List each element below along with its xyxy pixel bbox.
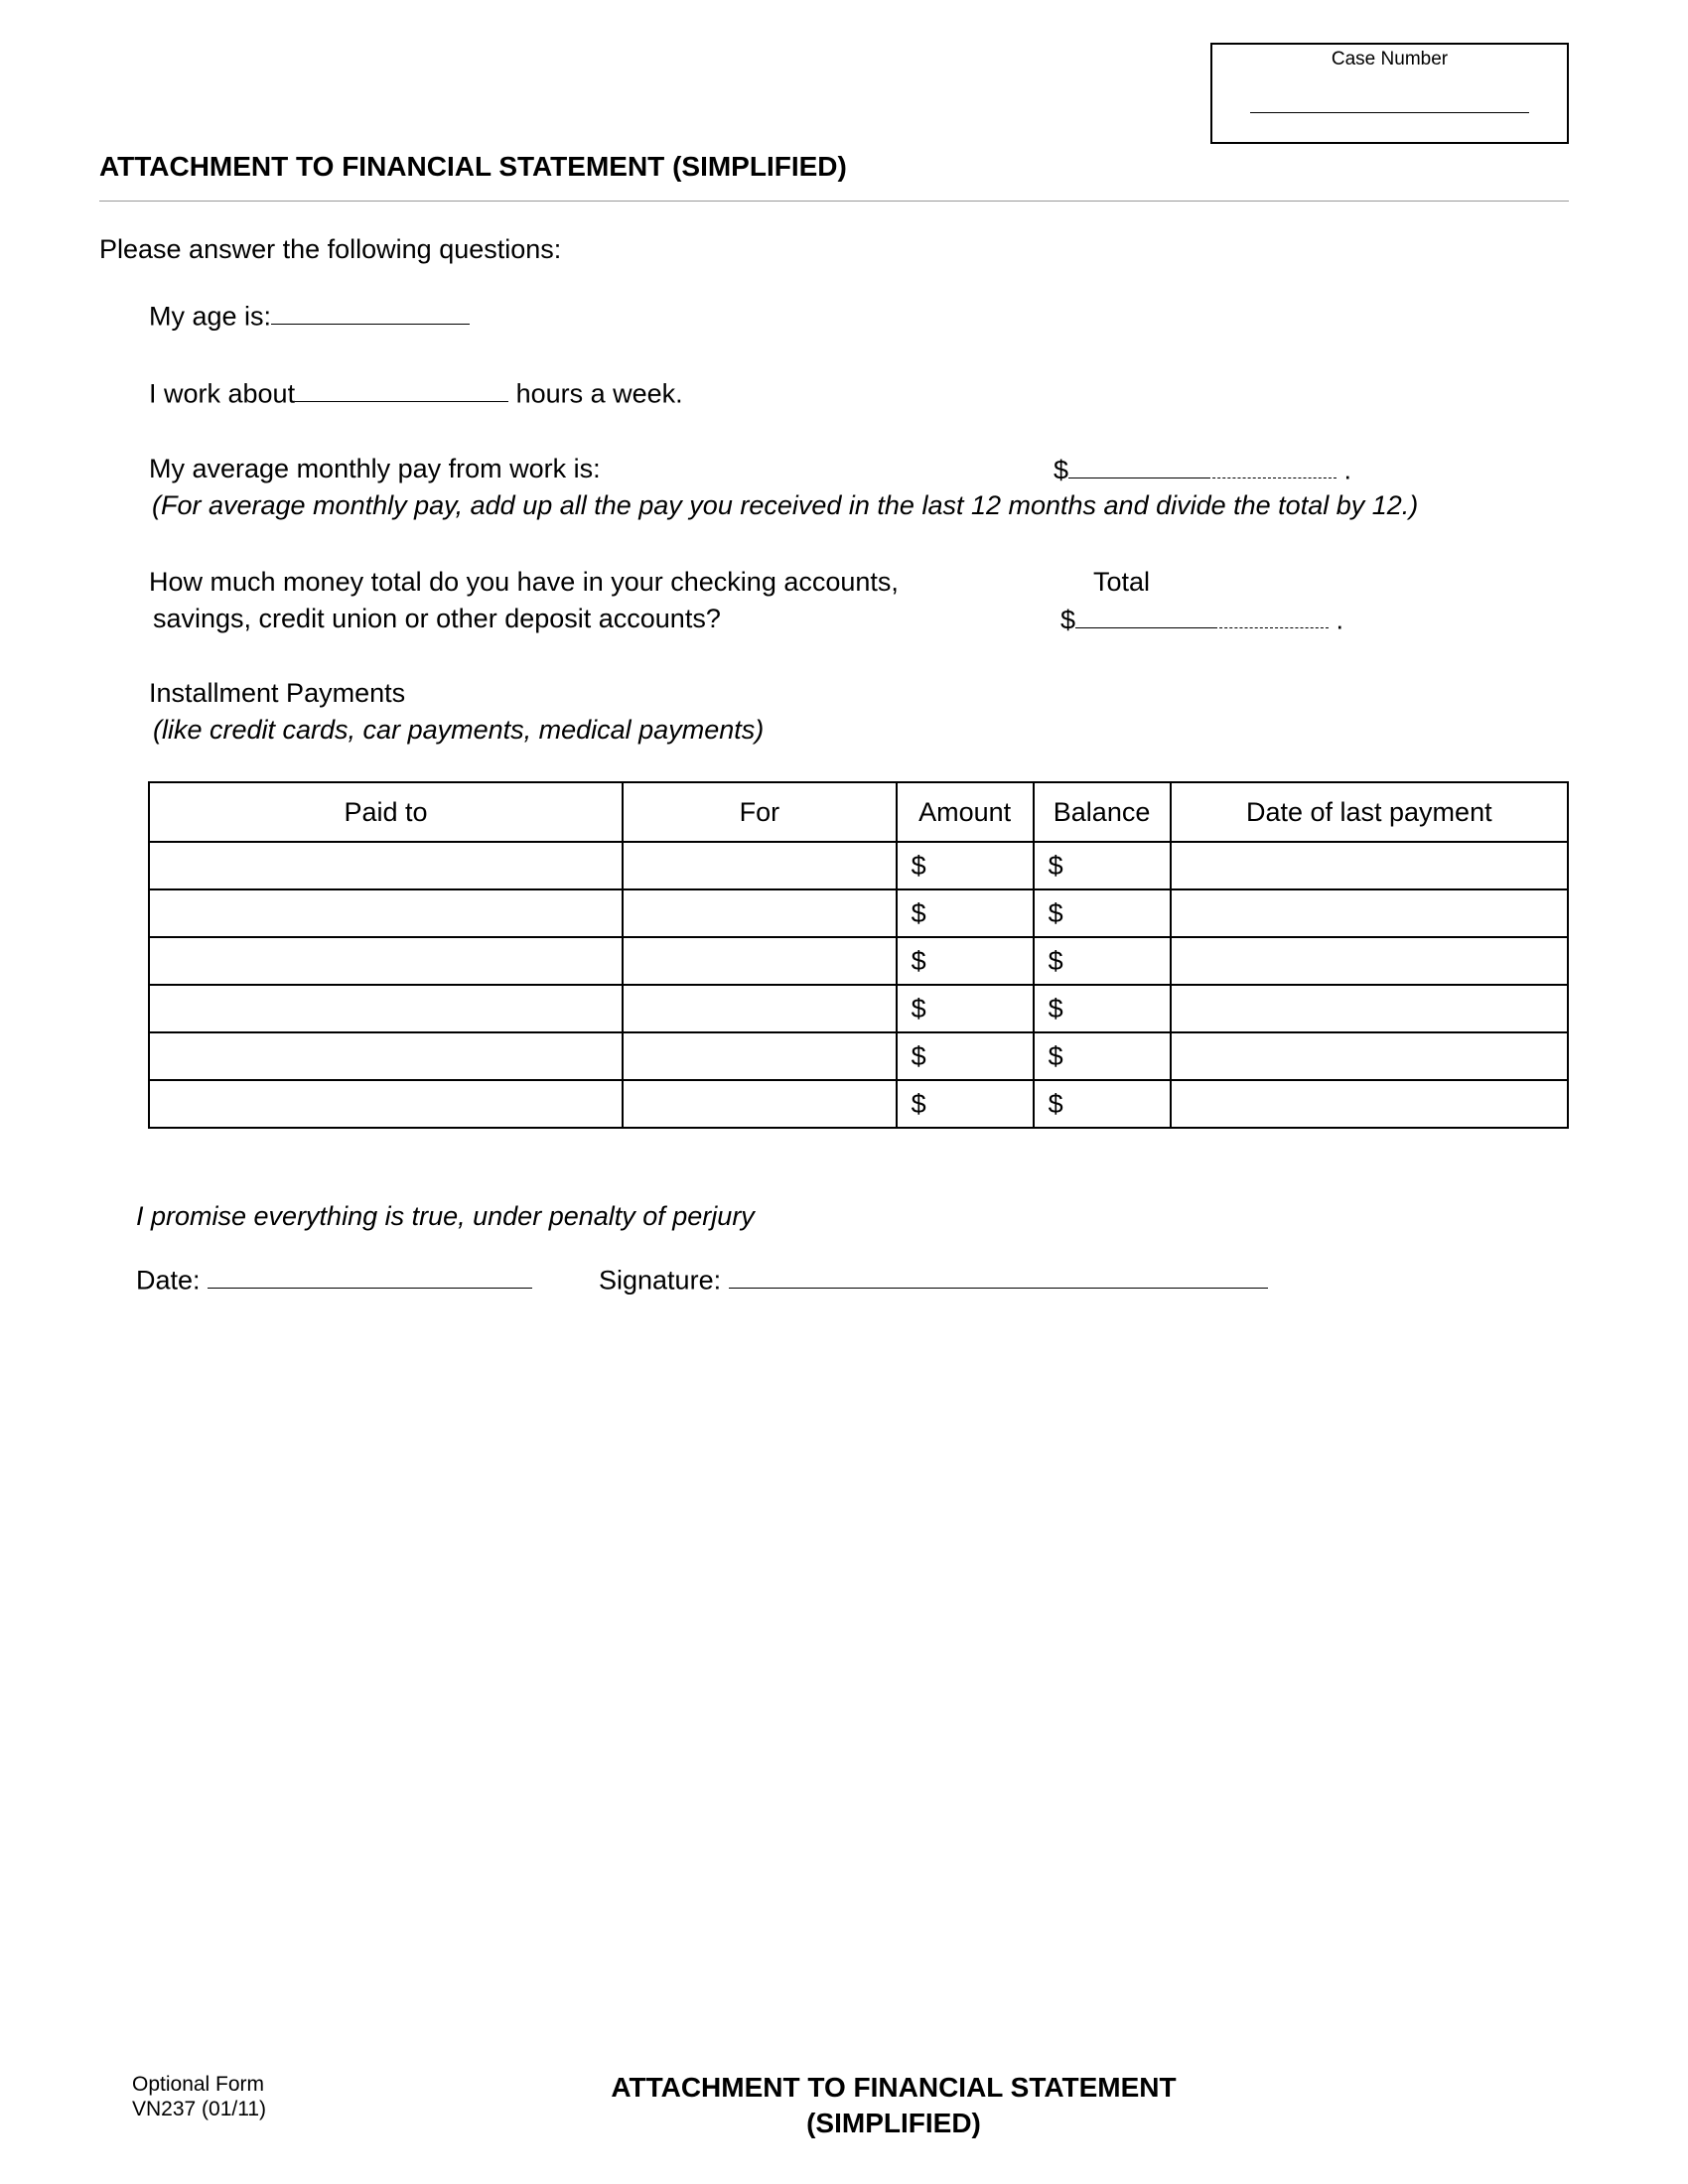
paid-to-cell[interactable] xyxy=(149,985,623,1032)
paid-to-cell[interactable] xyxy=(149,1032,623,1080)
hours-suffix: hours a week. xyxy=(515,378,683,409)
date-cell[interactable] xyxy=(1171,889,1568,937)
currency-symbol: $ xyxy=(1048,850,1063,881)
signature-row xyxy=(599,1264,1268,1296)
currency-symbol: $ xyxy=(1048,1088,1063,1119)
balance-cell[interactable] xyxy=(1034,842,1171,889)
footer-title-line1: ATTACHMENT TO FINANCIAL STATEMENT xyxy=(611,2072,1177,2103)
deposits-period: . xyxy=(1336,605,1344,635)
deposits-line2: savings, credit union or other deposit accounts? xyxy=(153,604,721,633)
balance-cell[interactable] xyxy=(1034,937,1171,985)
currency-symbol: $ xyxy=(911,1088,926,1119)
age-field[interactable] xyxy=(271,300,470,325)
monthly-pay-amount xyxy=(1054,454,1351,485)
currency-symbol: $ xyxy=(1048,945,1063,976)
amount-cell[interactable] xyxy=(897,937,1034,985)
table-row xyxy=(149,889,1568,937)
date-field[interactable] xyxy=(208,1264,532,1289)
currency-symbol: $ xyxy=(1048,993,1063,1024)
amount-cell[interactable] xyxy=(897,889,1034,937)
balance-cell[interactable] xyxy=(1034,1032,1171,1080)
currency-symbol: $ xyxy=(911,945,926,976)
for-cell[interactable] xyxy=(623,1080,897,1128)
monthly-pay-field[interactable] xyxy=(1068,454,1207,478)
monthly-pay-period: . xyxy=(1343,455,1352,485)
date-cell[interactable] xyxy=(1171,842,1568,889)
monthly-pay-currency: $ xyxy=(1054,455,1069,485)
table-row xyxy=(149,1080,1568,1128)
balance-cell[interactable] xyxy=(1034,1080,1171,1128)
perjury-declaration: I promise everything is true, under penalty of perjury xyxy=(136,1201,755,1231)
hours-field[interactable] xyxy=(295,377,508,402)
monthly-pay-label: My average monthly pay from work is: xyxy=(149,454,601,483)
installments-subheading: (like credit cards, car payments, medical payments) xyxy=(153,715,765,745)
currency-symbol: $ xyxy=(1048,1040,1063,1071)
paid-to-cell[interactable] xyxy=(149,1080,623,1128)
table-row xyxy=(149,1032,1568,1080)
currency-symbol: $ xyxy=(1048,897,1063,928)
column-header-amount: Amount xyxy=(897,782,1034,842)
table-header-row xyxy=(149,782,1568,842)
signature-label: Signature: xyxy=(599,1265,722,1296)
amount-cell[interactable] xyxy=(897,1032,1034,1080)
date-cell[interactable] xyxy=(1171,937,1568,985)
column-header-paid-to: Paid to xyxy=(149,782,623,842)
currency-symbol: $ xyxy=(911,993,926,1024)
for-cell[interactable] xyxy=(623,985,897,1032)
deposits-amount xyxy=(1060,604,1343,635)
date-cell[interactable] xyxy=(1171,1032,1568,1080)
for-cell[interactable] xyxy=(623,842,897,889)
monthly-pay-note: (For average monthly pay, add up all the pay you received in the last 12 months and divide the total by 12.) xyxy=(152,490,1419,520)
column-header-date-of-last-payment: Date of last payment xyxy=(1171,782,1568,842)
amount-cell[interactable] xyxy=(897,985,1034,1032)
currency-symbol: $ xyxy=(911,850,926,881)
footer-form-type: Optional Form xyxy=(132,2073,265,2096)
paid-to-cell[interactable] xyxy=(149,842,623,889)
page-title: ATTACHMENT TO FINANCIAL STATEMENT (SIMPLIFIED) xyxy=(99,151,847,182)
intro-text: Please answer the following questions: xyxy=(99,234,562,264)
installments-heading: Installment Payments xyxy=(149,678,406,708)
paid-to-cell[interactable] xyxy=(149,889,623,937)
date-label: Date: xyxy=(136,1265,201,1296)
footer-form-info xyxy=(132,2072,266,2121)
date-cell[interactable] xyxy=(1171,1080,1568,1128)
date-row xyxy=(136,1264,532,1296)
case-number-box xyxy=(1210,43,1569,144)
footer-title xyxy=(496,2070,1291,2141)
case-number-label: Case Number xyxy=(1331,49,1449,69)
deposits-field[interactable] xyxy=(1075,604,1214,628)
column-header-balance: Balance xyxy=(1034,782,1171,842)
deposits-line1: How much money total do you have in your checking accounts, xyxy=(149,567,899,597)
footer-title-line2: (SIMPLIFIED) xyxy=(806,2108,981,2138)
deposits-field-dashed xyxy=(1214,604,1329,628)
deposits-total-label: Total xyxy=(1093,567,1151,597)
paid-to-cell[interactable] xyxy=(149,937,623,985)
monthly-pay-field-dashed xyxy=(1207,454,1336,478)
for-cell[interactable] xyxy=(623,1032,897,1080)
balance-cell[interactable] xyxy=(1034,889,1171,937)
signature-field[interactable] xyxy=(729,1264,1268,1289)
currency-symbol: $ xyxy=(911,1040,926,1071)
hours-row xyxy=(149,377,683,409)
amount-cell[interactable] xyxy=(897,842,1034,889)
balance-cell[interactable] xyxy=(1034,985,1171,1032)
date-cell[interactable] xyxy=(1171,985,1568,1032)
title-divider xyxy=(99,201,1569,202)
footer-form-id: VN237 (01/11) xyxy=(132,2098,267,2120)
table-row xyxy=(149,842,1568,889)
for-cell[interactable] xyxy=(623,889,897,937)
amount-cell[interactable] xyxy=(897,1080,1034,1128)
currency-symbol: $ xyxy=(911,897,926,928)
case-number-field[interactable] xyxy=(1250,112,1529,113)
age-row xyxy=(149,300,470,332)
for-cell[interactable] xyxy=(623,937,897,985)
installments-table xyxy=(148,781,1569,1129)
column-header-for: For xyxy=(623,782,897,842)
table-row xyxy=(149,985,1568,1032)
hours-prefix: I work about xyxy=(149,378,296,409)
table-row xyxy=(149,937,1568,985)
age-label: My age is: xyxy=(149,301,272,332)
deposits-currency: $ xyxy=(1060,605,1076,635)
